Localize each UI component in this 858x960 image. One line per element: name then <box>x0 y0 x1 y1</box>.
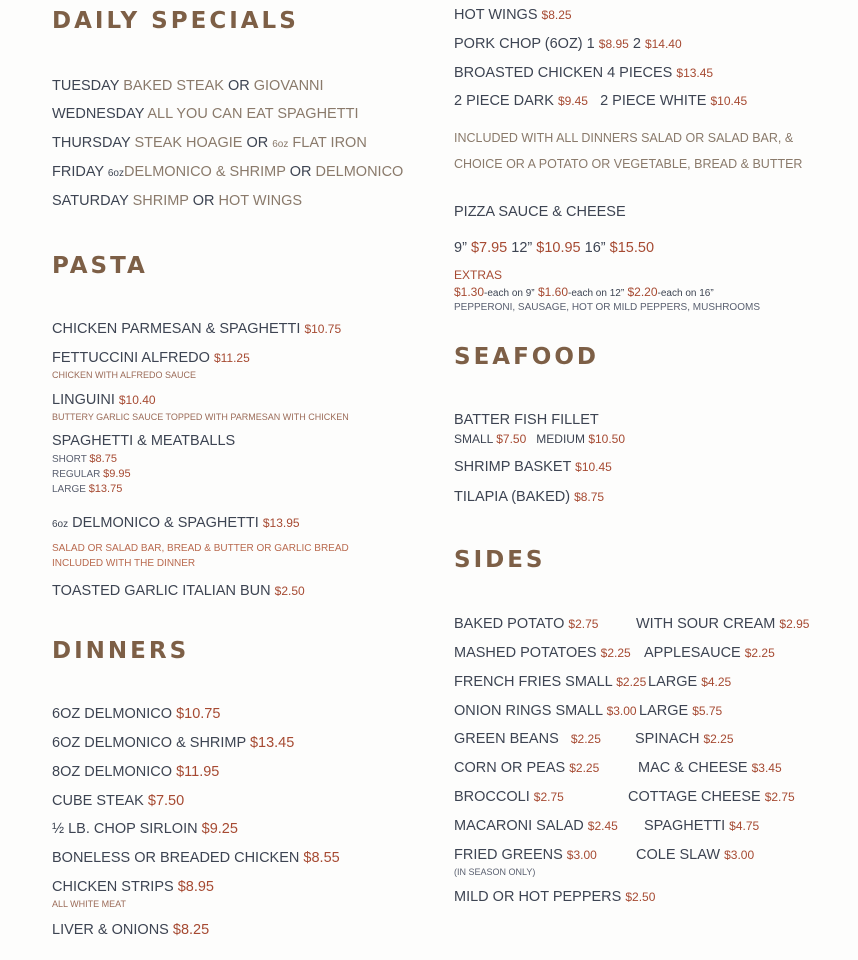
special-text: HOT WINGS <box>218 193 303 209</box>
dinner-item <box>52 764 219 780</box>
special-text: BAKED STEAK <box>123 78 224 94</box>
special-wednesday <box>52 106 358 122</box>
extra-price: $1.60 <box>537 285 568 299</box>
pizza-title: PIZZA SAUCE & CHEESE <box>454 204 626 220</box>
extra-text: -each on 9” <box>484 288 535 299</box>
item-price: $5.75 <box>692 704 723 718</box>
item-price: $8.25 <box>172 922 210 938</box>
side-item <box>454 616 598 632</box>
item-name: TILAPIA (BAKED) <box>454 489 571 505</box>
special-thursday <box>52 135 367 151</box>
item-price: $7.50 <box>147 793 185 809</box>
daily-specials-heading: DAILY SPECIALS <box>52 8 299 34</box>
item-name: DELMONICO & SPAGHETTI <box>72 515 259 531</box>
item-name: FRENCH FRIES SMALL <box>454 674 613 690</box>
item-name: LARGE <box>639 703 689 719</box>
or-text: OR <box>227 78 250 94</box>
side-item <box>635 731 734 747</box>
special-text: ALL YOU CAN EAT SPAGHETTI <box>147 106 359 122</box>
sides-heading: SIDES <box>454 547 546 573</box>
item-price: $2.50 <box>274 584 305 598</box>
size-price: $7.95 <box>470 240 508 256</box>
side-item <box>644 645 775 661</box>
size-price: $10.95 <box>536 240 581 256</box>
size-price: $13.75 <box>88 483 123 495</box>
side-item <box>628 789 795 805</box>
item-name: MACARONI SALAD <box>454 818 584 834</box>
side-item <box>648 674 731 690</box>
item-price: $10.75 <box>304 322 342 336</box>
pasta-item <box>52 515 300 531</box>
item-name: LIVER & ONIONS <box>52 922 169 938</box>
oz-label: 6oz <box>107 168 124 179</box>
season-note: (IN SEASON ONLY) <box>454 867 536 877</box>
seafood-item <box>454 459 612 475</box>
item-price: $3.00 <box>724 848 755 862</box>
item-name: COLE SLAW <box>636 847 721 863</box>
item-price: $8.95 <box>177 879 214 895</box>
item-price: $8.75 <box>574 490 605 504</box>
item-name: BONELESS OR BREADED CHICKEN <box>52 850 300 866</box>
extras-label: EXTRAS <box>454 268 503 282</box>
extra-text: -each on 12” <box>568 288 625 299</box>
size-option <box>52 468 131 480</box>
size-label: SHORT <box>52 454 87 465</box>
item-name: 2 PIECE DARK <box>454 93 554 109</box>
side-item <box>454 731 601 747</box>
day-label: TUESDAY <box>52 78 120 94</box>
item-name: CUBE STEAK <box>52 793 144 809</box>
item-name: GREEN BEANS <box>454 731 559 747</box>
extra-price: $2.20 <box>627 285 658 299</box>
item-price: $13.45 <box>249 735 295 751</box>
item-price: $10.75 <box>176 706 221 722</box>
item-name: LARGE <box>648 674 698 690</box>
dinner-item <box>454 65 713 81</box>
item-price: $10.45 <box>710 94 748 108</box>
item-price: $4.75 <box>729 819 760 833</box>
size-price: $8.75 <box>89 453 117 465</box>
item-price: $13.45 <box>676 66 714 80</box>
or-text: OR <box>192 193 215 209</box>
special-text: DELMONICO & SHRIMP <box>124 164 286 180</box>
size-label: SMALL <box>454 432 493 446</box>
size-label: 9” <box>454 240 467 256</box>
item-name: CHICKEN PARMESAN & SPAGHETTI <box>52 321 301 337</box>
special-text: SHRIMP <box>132 193 189 209</box>
item-price: $2.25 <box>744 646 775 660</box>
dinner-item <box>454 36 682 52</box>
item-name: WITH SOUR CREAM <box>636 616 776 632</box>
item-price: $3.00 <box>566 848 597 862</box>
item-description: ALL WHITE MEAT <box>52 899 127 909</box>
item-price: $14.40 <box>644 37 682 51</box>
item-name: BAKED POTATO <box>454 616 565 632</box>
special-tuesday <box>52 78 324 94</box>
item-price: $2.50 <box>625 890 656 904</box>
dinner-item <box>52 879 214 895</box>
item-price: $2.75 <box>764 790 795 804</box>
side-item <box>454 645 631 661</box>
or-text: OR <box>246 135 269 151</box>
extra-text: -each on 16” <box>657 288 714 299</box>
extra-price: $1.30 <box>454 285 485 299</box>
item-name: MASHED POTATOES <box>454 645 597 661</box>
pasta-item <box>52 392 156 408</box>
item-name: ½ LB. CHOP SIRLOIN <box>52 821 198 837</box>
item-price: $9.25 <box>201 821 238 837</box>
extras-prices <box>454 285 714 299</box>
item-qty: 2 <box>632 36 641 52</box>
pasta-item <box>52 350 250 366</box>
size-label: 16” <box>584 240 606 256</box>
item-name: TOASTED GARLIC ITALIAN BUN <box>52 583 271 599</box>
item-price: $2.25 <box>600 646 631 660</box>
side-item <box>454 674 646 690</box>
item-name: ONION RINGS SMALL <box>454 703 603 719</box>
side-item <box>454 847 597 863</box>
item-price: $3.45 <box>751 761 782 775</box>
item-name: SPINACH <box>635 731 700 747</box>
item-name: 6OZ DELMONICO <box>52 706 173 722</box>
side-item <box>644 818 759 834</box>
side-item <box>454 889 655 905</box>
side-item <box>454 703 637 719</box>
item-price: $2.75 <box>533 790 564 804</box>
item-name: BROCCOLI <box>454 789 530 805</box>
seafood-item <box>454 489 604 505</box>
pizza-sizes <box>454 240 654 256</box>
item-name: APPLESAUCE <box>644 645 741 661</box>
day-label: SATURDAY <box>52 193 129 209</box>
size-label: REGULAR <box>52 469 101 480</box>
item-price: $4.25 <box>701 675 732 689</box>
special-saturday <box>52 193 302 209</box>
side-item <box>638 760 782 776</box>
item-price: $10.40 <box>118 393 156 407</box>
item-name: PORK CHOP (6OZ) 1 <box>454 36 595 52</box>
item-name: MILD OR HOT PEPPERS <box>454 889 622 905</box>
size-price: $10.50 <box>588 432 626 446</box>
side-item <box>454 760 599 776</box>
pasta-item <box>52 583 305 599</box>
fish-sizes <box>454 432 625 446</box>
item-name: SPAGHETTI <box>644 818 726 834</box>
seafood-heading: SEAFOOD <box>454 344 599 370</box>
dinner-item <box>52 793 184 809</box>
item-price: $2.25 <box>570 732 601 746</box>
pasta-heading: PASTA <box>52 253 148 279</box>
item-price: $13.95 <box>262 516 300 530</box>
item-name: 2 PIECE WHITE <box>600 93 707 109</box>
oz-label: 6oz <box>52 519 69 530</box>
oz-label: 6oz <box>272 139 289 150</box>
size-price: $7.50 <box>496 432 527 446</box>
item-price: $8.25 <box>541 8 572 22</box>
item-name: 6OZ DELMONICO & SHRIMP <box>52 735 246 751</box>
item-name: HOT WINGS <box>454 7 538 23</box>
special-text: GIOVANNI <box>253 78 324 94</box>
pasta-note: SALAD OR SALAD BAR, BREAD & BUTTER OR GARLIC BREAD <box>52 543 349 554</box>
day-label: THURSDAY <box>52 135 131 151</box>
dinner-item <box>454 93 747 109</box>
item-price: $11.25 <box>213 351 250 365</box>
item-price: $11.95 <box>176 764 220 780</box>
size-price: $15.50 <box>609 240 655 256</box>
dinner-item <box>52 821 238 837</box>
side-item <box>454 818 618 834</box>
size-label: 12” <box>511 240 533 256</box>
item-price: $9.45 <box>557 94 588 108</box>
item-name: MAC & CHEESE <box>638 760 748 776</box>
item-description: BUTTERY GARLIC SAUCE TOPPED WITH PARMESAN WITH CHICKEN <box>52 412 349 422</box>
item-price: $2.45 <box>587 819 618 833</box>
size-price: $9.95 <box>103 468 131 480</box>
side-item <box>639 703 722 719</box>
dinner-item <box>52 735 294 751</box>
item-name: 8OZ DELMONICO <box>52 764 173 780</box>
item-price: $2.25 <box>703 732 734 746</box>
seafood-item: BATTER FISH FILLET <box>454 412 599 428</box>
special-text: STEAK HOAGIE <box>134 135 243 151</box>
dinner-item <box>52 850 340 866</box>
dinners-heading: DINNERS <box>52 638 190 664</box>
pizza-toppings: PEPPERONI, SAUSAGE, HOT OR MILD PEPPERS, MUSHROOMS <box>454 302 760 313</box>
item-name: FETTUCCINI ALFREDO <box>52 350 210 366</box>
size-option <box>52 483 122 495</box>
special-text: DELMONICO <box>315 164 404 180</box>
item-description: CHICKEN WITH ALFREDO SAUCE <box>52 370 197 380</box>
dinner-item <box>454 7 572 23</box>
or-text: OR <box>289 164 312 180</box>
item-name: SHRIMP BASKET <box>454 459 572 475</box>
dinner-item <box>52 922 209 938</box>
item-price: $2.95 <box>779 617 810 631</box>
item-price: $2.75 <box>568 617 599 631</box>
item-name: FRIED GREENS <box>454 847 563 863</box>
side-item <box>636 616 809 632</box>
dinner-note: CHOICE OR A POTATO OR VEGETABLE, BREAD & BUTTER <box>454 157 803 171</box>
side-item <box>636 847 754 863</box>
pasta-item <box>52 321 341 337</box>
item-name: CORN OR PEAS <box>454 760 566 776</box>
item-name: COTTAGE CHEESE <box>628 789 761 805</box>
item-price: $3.00 <box>606 704 637 718</box>
item-name: BROASTED CHICKEN 4 PIECES <box>454 65 673 81</box>
special-text: FLAT IRON <box>292 135 367 151</box>
item-price: $10.45 <box>575 460 612 474</box>
dinner-note: INCLUDED WITH ALL DINNERS SALAD OR SALAD BAR, & <box>454 131 794 145</box>
size-label: LARGE <box>52 484 86 495</box>
item-name: CHICKEN STRIPS <box>52 879 174 895</box>
item-price: $8.95 <box>598 37 629 51</box>
side-item <box>454 789 564 805</box>
item-price: $8.55 <box>303 850 340 866</box>
size-option <box>52 453 117 465</box>
size-label: MEDIUM <box>536 432 585 446</box>
special-friday <box>52 164 403 180</box>
pasta-note: INCLUDED WITH THE DINNER <box>52 558 196 569</box>
pasta-item: SPAGHETTI & MEATBALLS <box>52 433 236 449</box>
dinner-item <box>52 706 220 722</box>
item-price: $2.25 <box>616 675 647 689</box>
day-label: WEDNESDAY <box>52 106 145 122</box>
day-label: FRIDAY <box>52 164 104 180</box>
item-name: LINGUINI <box>52 392 115 408</box>
item-price: $2.25 <box>569 761 600 775</box>
